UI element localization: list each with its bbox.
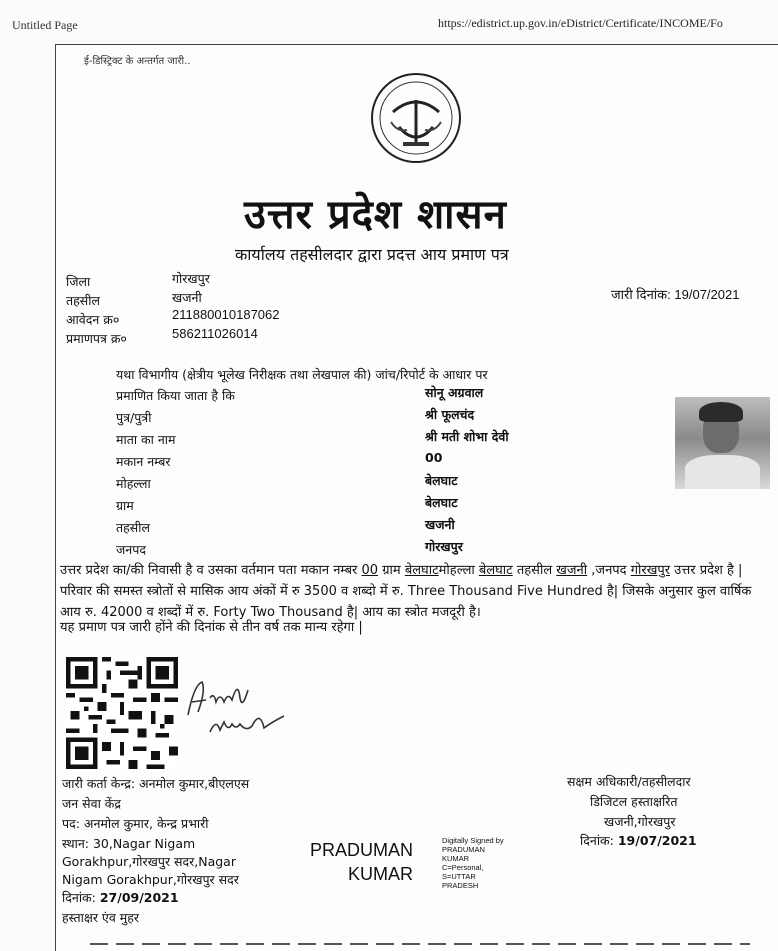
detail-label-3: मकान नम्बर bbox=[116, 454, 171, 469]
issue-date: जारी दिनांक: 19/07/2021 bbox=[611, 287, 740, 302]
detail-value-district: गोरखपुर bbox=[425, 539, 463, 554]
certificate-paragraph: उत्तर प्रदेश का/की निवासी है व उसका वर्तमान पता मकान नम्बर 00 ग्राम बेलघाटमोहल्ला बेलघाट तहसील खजनी ,जनपद गोरखपुर उत्तर प्रदेश है | परिवार की समस्त स्त्रोतों से मासिक आय अंकों में रु 3500 व शब्दो में रु. Three Thousand Five Hundred है| जिसके अनुसार कुल वार्षिक आय रु. 42000 व शब्दों में रु. Forty Two Thousand है| आय का स्त्रोत मजदूरी है। bbox=[60, 563, 752, 620]
detail-label-2: माता का नाम bbox=[116, 432, 176, 447]
jan-sewa-kendra: जन सेवा केंद्र bbox=[62, 796, 122, 811]
meta-value-district: गोरखपुर bbox=[172, 271, 210, 286]
browser-page-title: Untitled Page bbox=[12, 18, 78, 32]
certificate-subtitle: कार्यालय तहसीलदार द्वारा प्रदत्त आय प्रमाण पत्र bbox=[235, 245, 509, 264]
detail-value-house: 00 bbox=[425, 450, 443, 465]
meta-label-district: जिला bbox=[66, 274, 91, 289]
detail-label-6: तहसील bbox=[116, 520, 150, 535]
detail-label-7: जनपद bbox=[116, 542, 146, 557]
detail-label-4: मोहल्ला bbox=[116, 476, 151, 491]
detail-value-name: सोनू अग्रवाल bbox=[425, 385, 484, 400]
applicant-photo bbox=[675, 397, 770, 489]
sign-and-seal-label: हस्ताक्षर एंव मुहर bbox=[62, 910, 139, 925]
meta-label-certificate-no: प्रमाणपत्र क्र० bbox=[66, 331, 127, 346]
digital-signer-name: PRADUMAN KUMAR bbox=[310, 840, 414, 884]
issuer-location-3: Nigam Gorakhpur,गोरखपुर सदर bbox=[62, 872, 239, 887]
issuer-location-1: स्थान: 30,Nagar Nigam bbox=[62, 836, 196, 851]
issued-under-note: ई-डिस्ट्रिक्ट के अन्तर्गत जारी.. bbox=[84, 56, 191, 67]
left-date: दिनांक: 27/09/2021 bbox=[62, 890, 179, 905]
meta-value-tehsil: खजनी bbox=[172, 290, 202, 305]
cut-off-text-line bbox=[90, 943, 750, 945]
issuing-centre: जारी कर्ता केन्द्र: अनमोल कुमार,बीएलएस bbox=[62, 776, 250, 791]
browser-url: https://edistrict.up.gov.in/eDistrict/Certificate/INCOME/Fo bbox=[438, 16, 723, 30]
qr-code-icon bbox=[65, 657, 179, 769]
detail-label-1: पुत्र/पुत्री bbox=[116, 410, 152, 425]
validity-note: यह प्रमाण पत्र जारी होंने की दिनांक से तीन वर्ष तक मान्य रहेगा | bbox=[60, 620, 363, 635]
meta-label-tehsil: तहसील bbox=[66, 293, 100, 308]
issuer-designation: पद: अनमोल कुमार, केन्द्र प्रभारी bbox=[62, 816, 209, 831]
detail-value-father: श्री फूलचंद bbox=[425, 407, 475, 422]
competent-officer: सक्षम अधिकारी/तहसीलदार bbox=[567, 774, 691, 789]
detail-label-5: ग्राम bbox=[116, 498, 134, 513]
detail-value-village: बेलघाट bbox=[425, 495, 458, 510]
right-date: दिनांक: 19/07/2021 bbox=[580, 833, 697, 848]
detail-value-mother: श्री मती शोभा देवी bbox=[425, 429, 509, 444]
detail-label-0: प्रमाणित किया जाता है कि bbox=[116, 388, 235, 403]
handwritten-signature-icon bbox=[180, 670, 290, 750]
tehsil-district: खजनी,गोरखपुर bbox=[604, 814, 676, 829]
digitally-signed-note: डिजिटल हस्ताक्षरित bbox=[590, 794, 678, 809]
meta-value-certificate-no: 586211026014 bbox=[172, 326, 258, 341]
detail-value-tehsil: खजनी bbox=[425, 517, 455, 532]
basis-line: यथा विभागीय (क्षेत्रीय भूलेख निरीक्षक तथा लेखपाल की) जांच/रिपोर्ट के आधार पर bbox=[116, 367, 488, 382]
detail-value-mohalla: बेलघाट bbox=[425, 473, 458, 488]
up-emblem-icon bbox=[363, 72, 469, 164]
certificate-title: उत्तर प्रदेश शासन bbox=[244, 191, 507, 238]
issuer-location-2: Gorakhpur,गोरखपुर सदर,Nagar bbox=[62, 854, 236, 869]
meta-label-application-no: आवेदन क्र० bbox=[66, 312, 120, 327]
digital-signature-details: Digitally Signed by PRADUMAN KUMAR C=Personal, S=UTTAR PRADESH bbox=[442, 836, 504, 890]
meta-value-application-no: 211880010187062 bbox=[172, 307, 280, 322]
